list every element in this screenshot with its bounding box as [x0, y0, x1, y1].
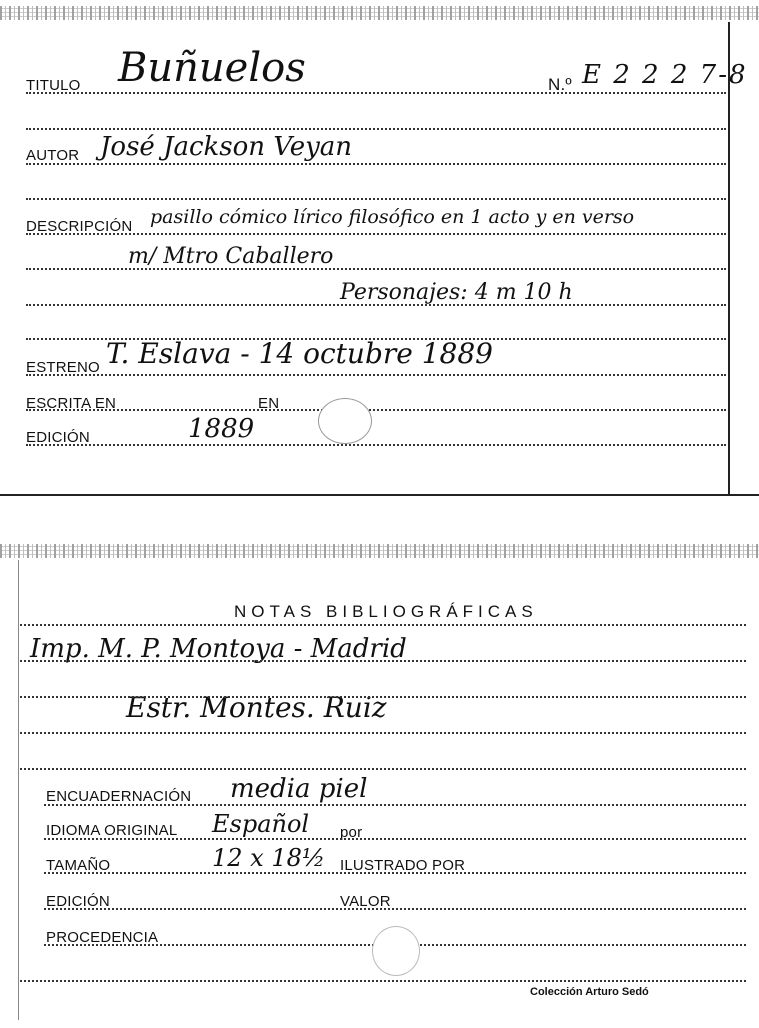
- tamano-value: 12 x 18½: [212, 844, 326, 872]
- valor-label: VALOR: [340, 893, 391, 910]
- estreno-value: T. Eslava - 14 octubre 1889: [106, 337, 493, 370]
- estreno-line: [26, 374, 726, 376]
- en-label: EN: [258, 395, 280, 412]
- collection-footer: Colección Arturo Sedó: [530, 986, 649, 998]
- ilustrado-label: ILUSTRADO POR: [340, 857, 466, 874]
- rule-line: [26, 304, 726, 306]
- rule-line: [26, 128, 726, 130]
- escrita-en-label: ESCRITA EN: [26, 395, 117, 412]
- edicion-label: EDICIÓN: [26, 429, 90, 446]
- rule-line: [26, 268, 726, 270]
- edicion-line: [26, 444, 726, 446]
- titulo-label: TITULO: [26, 77, 81, 94]
- estreno-label: ESTRENO: [26, 359, 100, 376]
- idioma-line: [44, 838, 746, 840]
- rule-line: [20, 768, 746, 770]
- torn-edge-texture: [0, 544, 759, 558]
- escrita-en-line: [26, 409, 726, 411]
- tamano-line: [44, 872, 746, 874]
- encuadernacion-value: media piel: [230, 774, 368, 804]
- catalog-card-front: [0, 0, 759, 496]
- idioma-label: IDIOMA ORIGINAL: [46, 822, 178, 839]
- punch-hole-mark: [318, 398, 372, 444]
- edicion-label-back: EDICIÓN: [46, 893, 110, 910]
- descripcion-label: DESCRIPCIÓN: [26, 218, 133, 235]
- notes-line2: Estr. Montes. Ruiz: [126, 691, 387, 724]
- rule-line: [20, 660, 746, 662]
- autor-value: José Jackson Veyan: [100, 132, 353, 162]
- descripcion-line3: Personajes: 4 m 10 h: [340, 280, 573, 305]
- por-label: por: [340, 824, 363, 841]
- notes-line1: Imp. M. P. Montoya - Madrid: [30, 634, 407, 664]
- descripcion-line2: m/ Mtro Caballero: [128, 244, 334, 269]
- card-right-border: [728, 22, 730, 494]
- rule-line: [20, 696, 746, 698]
- catalog-card-back: [0, 540, 759, 1028]
- rule-line: [20, 980, 746, 982]
- descripcion-line: [26, 233, 726, 235]
- rule-line: [20, 624, 746, 626]
- torn-edge-texture: [0, 6, 759, 20]
- rule-line: [26, 198, 726, 200]
- tamano-label: TAMAÑO: [46, 857, 111, 874]
- idioma-value: Español: [212, 810, 310, 838]
- numero-label: N.º: [548, 75, 572, 94]
- titulo-value: Buñuelos: [118, 45, 306, 91]
- titulo-line: [26, 92, 726, 94]
- encuadernacion-label: ENCUADERNACIÓN: [46, 788, 192, 805]
- descripcion-line1: pasillo cómico lírico filosófico en 1 acto y en verso: [150, 206, 635, 228]
- edicion-line-back: [44, 908, 746, 910]
- encuadernacion-line: [44, 804, 746, 806]
- punch-hole-mark: [372, 926, 420, 976]
- edicion-value: 1889: [188, 414, 255, 444]
- autor-label: AUTOR: [26, 147, 80, 164]
- procedencia-label: PROCEDENCIA: [46, 929, 159, 946]
- autor-line: [26, 163, 726, 165]
- numero-value: E 2 2 2 7-8: [582, 60, 748, 90]
- notas-heading: NOTAS BIBLIOGRÁFICAS: [234, 602, 538, 621]
- card-left-border: [18, 560, 19, 1020]
- rule-line: [20, 732, 746, 734]
